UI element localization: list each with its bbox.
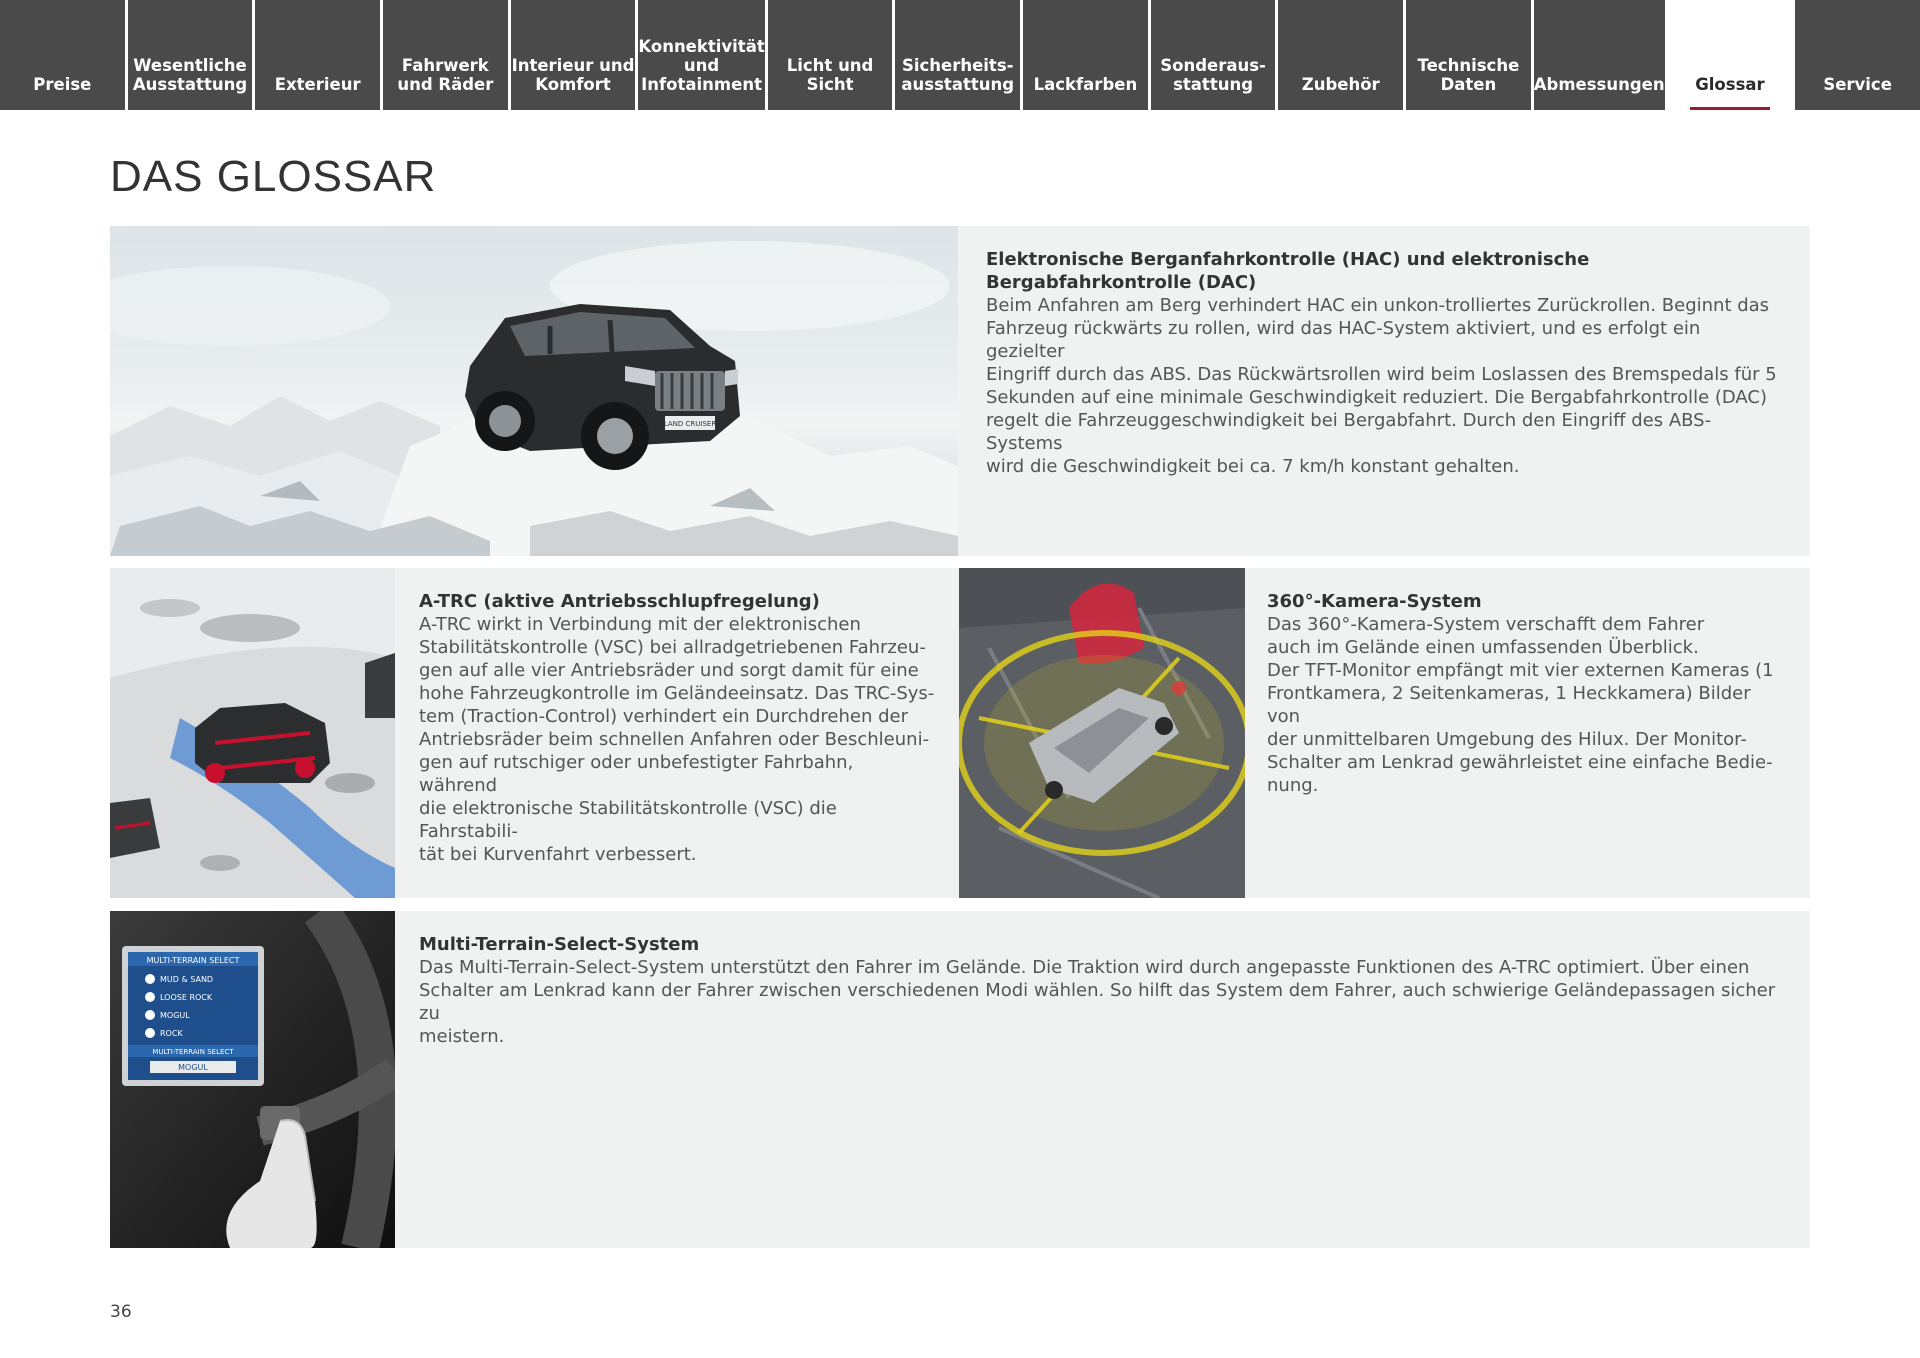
glossary-entry-atrc (395, 568, 959, 898)
entry-text: Das 360°-Kamera-System verschafft dem Fahrer auch im Gelände einen umfassenden Überblick. Der TFT-Monitor empfängt mit vier externen Kameras (1 Frontkamera, 2 Seitenkameras, 1 Heckkamera) Bilder von der unmittelbaren Umgebung des Hilux. Der Monitor- Schalter am Lenkrad gewährleistet eine einfache Bedie- nung. (1267, 614, 1774, 796)
atrc-vehicles-illustration (110, 568, 395, 898)
tab-zubehoer[interactable]: Zubehör (1278, 0, 1406, 110)
entry-text: A-TRC wirkt in Verbindung mit der elektronischen Stabilitätskontrolle (VSC) bei allradgetriebenen Fahrzeu- gen auf alle vier Antriebsräder und sorgt damit für eine hohe Fahrzeugkontrolle im Geländeeinsatz. Das TRC-Sys- tem (Traction-Control) verhindert ein Durchdrehen der Antriebsräder beim schnellen Anfahren oder Beschleuni- gen auf rutschiger oder unbefestigter Fahrbahn, während die elektronische Stabilitätskontrolle (VSC) die Fahrstabili- tät bei Kurvenfahrt verbessert. (419, 614, 935, 865)
multi-terrain-select-image (110, 911, 395, 1248)
camera-360-illustration (959, 568, 1245, 898)
svg-text:MOGUL: MOGUL (160, 1011, 190, 1020)
tab-sicherheitsausstattung[interactable]: Sicherheits- ausstattung (895, 0, 1023, 110)
entry-title: Elektronische Berganfahrkontrolle (HAC) und elektronische Bergabfahrkontrolle (DAC) (986, 249, 1590, 293)
hac-illustration (110, 226, 958, 556)
hac-suv-on-snowy-hill-image (110, 226, 958, 556)
page-title: DAS GLOSSAR (110, 152, 437, 201)
svg-text:MUD & SAND: MUD & SAND (160, 975, 214, 984)
glossary-entry-hac-dac (958, 226, 1810, 556)
atrc-illustration (110, 568, 395, 898)
tab-interieur-und-komfort[interactable]: Interieur und Komfort (511, 0, 639, 110)
entry-text: Das Multi-Terrain-Select-System unterstützt den Fahrer im Gelände. Die Traktion wird durch angepasste Funktionen des A-TRC optimiert. Über einen Schalter am Lenkrad kann der Fahrer zwischen verschiedenen Modi wählen. So hilft das System dem Fahrer, auch schwierige Geländepassagen sicher zu meistern. (419, 957, 1776, 1047)
tab-exterieur[interactable]: Exterieur (255, 0, 383, 110)
mts-illustration (110, 911, 395, 1248)
camera-360-illustration-image (959, 568, 1245, 898)
entry-text: Beim Anfahren am Berg verhindert HAC ein unkon-trolliertes Zurückrollen. Beginnt das Fahrzeug rückwärts zu rollen, wird das HAC-System aktiviert, und es erfolgt ein gezielter Eingriff durch das ABS. Das Rückwärtsrollen wird beim Loslassen des Bremspedals für 5 Sekunden auf eine minimale Geschwindigkeit reduziert. Die Bergabfahrkontrolle (DAC) regelt die Fahrzeuggeschwindigkeit bei Bergabfahrt. Durch den Eingriff des ABS-Systems wird die Geschwindigkeit bei ca. 7 km/h konstant gehalten. (986, 295, 1777, 477)
svg-text:LOOSE ROCK: LOOSE ROCK (160, 993, 213, 1002)
tab-service[interactable]: Service (1795, 0, 1920, 110)
svg-text:ROCK: ROCK (160, 1029, 183, 1038)
tab-fahrwerk-und-raeder[interactable]: Fahrwerk und Räder (383, 0, 511, 110)
glossary-entry-360-camera (1245, 568, 1810, 898)
tab-technische-daten[interactable]: Technische Daten (1406, 0, 1534, 110)
tab-preise[interactable]: Preise (0, 0, 128, 110)
svg-text:MULTI-TERRAIN SELECT: MULTI-TERRAIN SELECT (152, 1048, 234, 1056)
tab-wesentliche-ausstattung[interactable]: Wesentliche Ausstattung (128, 0, 256, 110)
tab-glossar[interactable]: Glossar (1668, 0, 1796, 110)
page-number: 36 (110, 1302, 132, 1322)
tab-sonderausstattung[interactable]: Sonderaus- stattung (1151, 0, 1279, 110)
entry-title: 360°-Kamera-System (1267, 591, 1482, 612)
tab-konnektivitaet-und-infotainment[interactable]: Konnektivität und Infotainment (638, 0, 767, 110)
tab-lackfarben[interactable]: Lackfarben (1023, 0, 1151, 110)
svg-text:MOGUL: MOGUL (178, 1063, 208, 1072)
entry-title: Multi-Terrain-Select-System (419, 934, 700, 955)
tab-licht-und-sicht[interactable]: Licht und Sicht (768, 0, 896, 110)
svg-text:LAND CRUISER: LAND CRUISER (663, 420, 717, 428)
top-navigation (0, 0, 1920, 110)
glossary-entry-multi-terrain-select (395, 911, 1810, 1248)
tab-abmessungen[interactable]: Abmessungen (1534, 0, 1668, 110)
entry-title: A-TRC (aktive Antriebsschlupfregelung) (419, 591, 820, 612)
svg-text:MULTI-TERRAIN SELECT: MULTI-TERRAIN SELECT (146, 956, 240, 965)
